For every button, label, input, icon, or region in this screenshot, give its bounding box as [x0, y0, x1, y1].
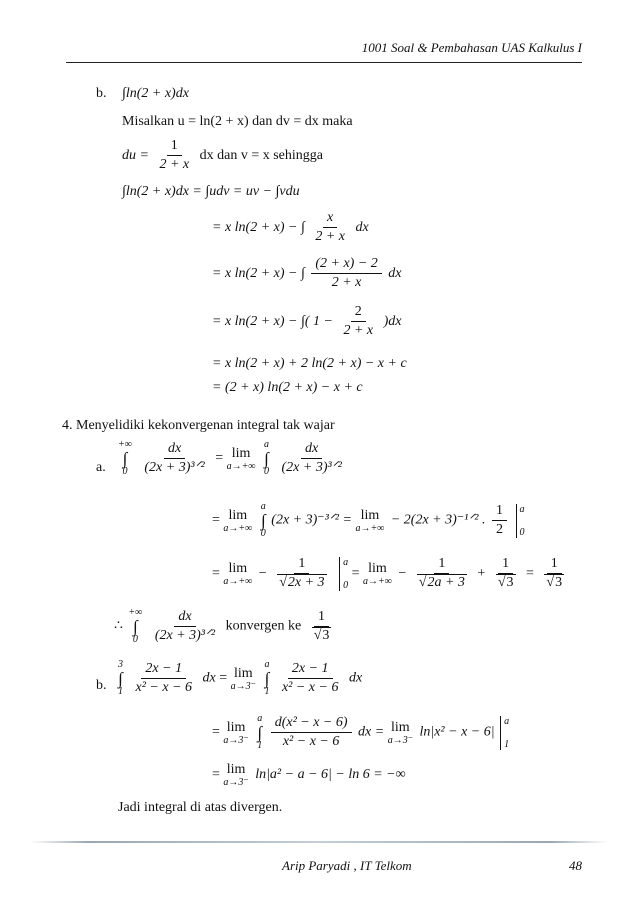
int-a3-bottom: 0	[260, 528, 266, 539]
integrand-b-num: 2x − 1	[141, 661, 186, 679]
therefore-symbol: ∴	[114, 618, 123, 634]
limit-b2	[223, 720, 248, 746]
integral-sign-a4: +∞ ∫ 0	[128, 607, 143, 645]
step2-post: dx	[388, 265, 402, 281]
integral-sign-a2: a ∫ 0	[264, 439, 269, 477]
int-a2-top: a	[264, 439, 269, 450]
du-num: 1	[167, 138, 182, 156]
a-row3-den4: √ 3	[544, 574, 564, 590]
a-row3-num3: 1	[498, 556, 513, 574]
a-row3-minus-2: −	[398, 565, 407, 581]
a-row3-fraction-3	[492, 556, 520, 591]
item-label-a: a.	[96, 460, 106, 475]
a-row3-num2: 1	[434, 556, 449, 574]
ev2-top: a	[343, 556, 349, 568]
integral-b: ∫ln(2 + x)dx	[122, 86, 189, 101]
a-row2-num: 1	[492, 503, 507, 521]
integrand-a2	[278, 441, 346, 476]
parts-step-5: = (2 + x) ln(2 + x) − x + c	[212, 380, 363, 395]
running-header: 1001 Soal & Pembahasan UAS Kalkulus I	[361, 40, 582, 55]
lim-word-5: lim	[368, 560, 387, 576]
b-row3-expr: ln|a² − a − 6| − ln 6 = −∞	[255, 767, 406, 783]
conv-den: √ 3	[312, 627, 332, 643]
b-row-2	[212, 714, 509, 751]
step1-post: dx	[355, 219, 369, 235]
integrand-b-den: x² − x − 6	[135, 680, 193, 695]
converges-value	[308, 609, 336, 644]
a-row3-fraction-2	[413, 556, 471, 591]
a-row3-plus: +	[477, 565, 486, 581]
b-row2-mid: dx =	[358, 724, 385, 740]
limit-b	[231, 666, 256, 692]
step2-num: (2 + x) − 2	[311, 256, 381, 274]
du-den: 2 + x	[159, 157, 190, 173]
integrand-a4-den: (2x + 3)³ᐟ²	[154, 628, 216, 643]
parts-step-4: = x ln(2 + x) + 2 ln(2 + x) − x + c	[212, 356, 407, 371]
step1-den: 2 + x	[315, 229, 345, 245]
improper-integral-b	[116, 660, 362, 697]
a-row2-den: 2	[496, 522, 503, 537]
integrand-b2-num: 2x − 1	[288, 661, 333, 679]
int-a-top: +∞	[118, 439, 132, 450]
limit-a5	[363, 561, 392, 587]
lim-word-b4: lim	[226, 762, 246, 777]
ev-b-top: a	[504, 715, 510, 727]
step1-pre: = x ln(2 + x) − ∫	[212, 219, 305, 235]
a-row3-fraction-4	[540, 556, 568, 591]
step2-pre: = x ln(2 + x) − ∫	[212, 265, 305, 281]
integrand-a2-den: (2x + 3)³ᐟ²	[281, 460, 342, 475]
int-b2-bottom: 1	[264, 686, 270, 697]
step3-pre: = x ln(2 + x) − ∫( 1 −	[212, 313, 333, 329]
header-rule	[66, 62, 582, 63]
lim-sub-4: a→+∞	[223, 575, 253, 587]
integrand-a4-num: dx	[174, 609, 195, 627]
conclusion-a	[114, 608, 338, 645]
a-row3-fraction-1	[273, 556, 330, 591]
int-a4-bottom: 0	[132, 634, 138, 645]
lim-sub-3: a→+∞	[355, 522, 385, 534]
integrand-b2-den: x² − x − 6	[281, 680, 339, 695]
int-b3-top: a	[257, 713, 263, 724]
integrand-a4	[151, 609, 219, 644]
limit-b3	[388, 720, 413, 746]
b-row2-ln: ln|x² − x − 6|	[419, 724, 495, 740]
lim-sub: a→+∞	[226, 460, 256, 472]
a-row3-den3: √ 3	[496, 574, 516, 590]
lim-word-b: lim	[233, 665, 253, 681]
a-row3-mid: =	[351, 565, 360, 581]
a-row3-num4: 1	[547, 556, 562, 574]
integrand-a	[140, 441, 208, 476]
a-row3-den: √ 2x + 3	[277, 574, 326, 590]
du-label: du =	[122, 147, 149, 163]
int-a2-bottom: 0	[264, 466, 269, 477]
a-row2-fraction	[492, 503, 507, 538]
lim-word-b2: lim	[226, 719, 246, 735]
limit-b4	[223, 762, 248, 788]
int-a3-top: a	[260, 501, 266, 512]
b-row2-fraction	[271, 715, 352, 750]
parts-step-1	[212, 210, 369, 245]
step3-post: )dx	[383, 313, 402, 329]
lim-word-2: lim	[228, 507, 248, 523]
lim-word-4: lim	[228, 560, 248, 576]
step1-fraction	[311, 210, 349, 245]
item-label-b: b.	[96, 86, 107, 101]
step2-den: 2 + x	[331, 275, 362, 291]
integrand-b	[132, 661, 197, 696]
a-row3-eq: =	[526, 565, 534, 581]
improper-integral-a	[116, 440, 349, 477]
footer-author: Arip Paryadi , IT Telkom	[282, 858, 412, 873]
limit-a4	[223, 561, 252, 587]
integrand-a2-num: dx	[301, 441, 322, 459]
ev-bottom: 0	[519, 526, 525, 538]
integral-sign-a: +∞ ∫ 0	[118, 439, 132, 477]
b-row2-den: x² − x − 6	[282, 734, 340, 749]
evaluation-bar-a2	[339, 557, 348, 591]
a-row3-minus: −	[258, 565, 267, 581]
parts-step-2	[212, 256, 401, 291]
parts-step-0: ∫ln(2 + x)dx = ∫udv = uv − ∫vdu	[122, 184, 300, 199]
step2-fraction	[311, 256, 381, 291]
int-b-bottom: 1	[118, 686, 123, 697]
section-4-heading: 4. Menyelidiki kekonvergenan integral tak wajar	[62, 418, 335, 433]
int-a-bottom: 0	[122, 466, 128, 477]
ev-b-bottom: 1	[504, 738, 510, 750]
du-rest: dx dan v = x sehingga	[199, 147, 323, 163]
integrand-b2	[278, 661, 343, 696]
limit-a2	[223, 508, 252, 534]
int-a4-top: +∞	[128, 607, 143, 618]
conv-num: 1	[314, 609, 329, 627]
a-row3-den2: √ 2a + 3	[417, 574, 467, 590]
evaluation-bar-b	[500, 716, 509, 750]
lim-word-b3: lim	[391, 719, 410, 735]
step3-fraction	[339, 304, 377, 339]
eq-a3: =	[212, 565, 220, 581]
eq-b3: =	[212, 767, 220, 783]
eq-b: =	[219, 670, 228, 686]
converges-text: konvergen ke	[225, 618, 302, 634]
a-row3-num: 1	[294, 556, 309, 574]
lim-sub-5: a→+∞	[362, 575, 392, 587]
conclusion-b: Jadi integral di atas divergen.	[118, 800, 283, 815]
limit-a3	[355, 508, 384, 534]
lim-sub-2: a→+∞	[223, 522, 253, 534]
a-row-3	[212, 556, 571, 591]
integral-sign-b: 3 ∫ 1	[118, 659, 123, 697]
b-row2-num: d(x² − x − 6)	[271, 715, 352, 733]
parts-step-3	[212, 304, 402, 339]
ev2-bottom: 0	[343, 579, 349, 591]
int-b3-bottom: 1	[257, 740, 263, 751]
integral-sign-b2: a ∫ 1	[264, 659, 270, 697]
integrand-a-den: (2x + 3)³ᐟ²	[144, 460, 205, 475]
limit-a	[227, 446, 256, 472]
integral-sign-a3: a ∫ 0	[260, 501, 266, 539]
eq-b2: =	[212, 724, 220, 740]
step3-den: 2 + x	[343, 323, 374, 339]
b2-dx: dx	[348, 670, 363, 686]
integrand-a-num: dx	[164, 441, 185, 459]
lim-sub-b4: a→3⁻	[223, 777, 249, 788]
a-row-2	[212, 502, 525, 539]
b-dx: dx	[202, 670, 216, 686]
lim-sub-b2: a→3⁻	[223, 734, 249, 746]
a-row2-expr: (2x + 3)⁻³ᐟ² =	[271, 512, 352, 528]
integral-sign-b3: a ∫ 1	[257, 713, 263, 751]
eq-a: =	[215, 450, 224, 466]
page-number: 48	[569, 858, 582, 873]
du-fraction	[155, 138, 193, 173]
int-b-top: 3	[118, 659, 123, 670]
int-b2-top: a	[264, 659, 270, 670]
eq-a2: =	[212, 512, 220, 528]
b-row-3	[212, 762, 406, 788]
ev-top: a	[519, 503, 525, 515]
lim-word: lim	[231, 445, 251, 461]
evaluation-bar-a	[516, 504, 525, 538]
substitution-line: Misalkan u = ln(2 + x) dan dv = dx maka	[122, 114, 353, 129]
lim-sub-b3: a→3⁻	[387, 734, 413, 746]
du-line	[122, 138, 323, 173]
lim-word-3: lim	[360, 507, 380, 523]
a-row2-mid: − 2(2x + 3)⁻¹ᐟ² .	[390, 512, 486, 528]
step1-num: x	[323, 210, 337, 228]
footer-decorative-rule	[30, 840, 608, 844]
step3-num: 2	[351, 304, 366, 322]
lim-sub-b: a→3⁻	[230, 680, 256, 692]
item-label-b2: b.	[96, 678, 107, 693]
